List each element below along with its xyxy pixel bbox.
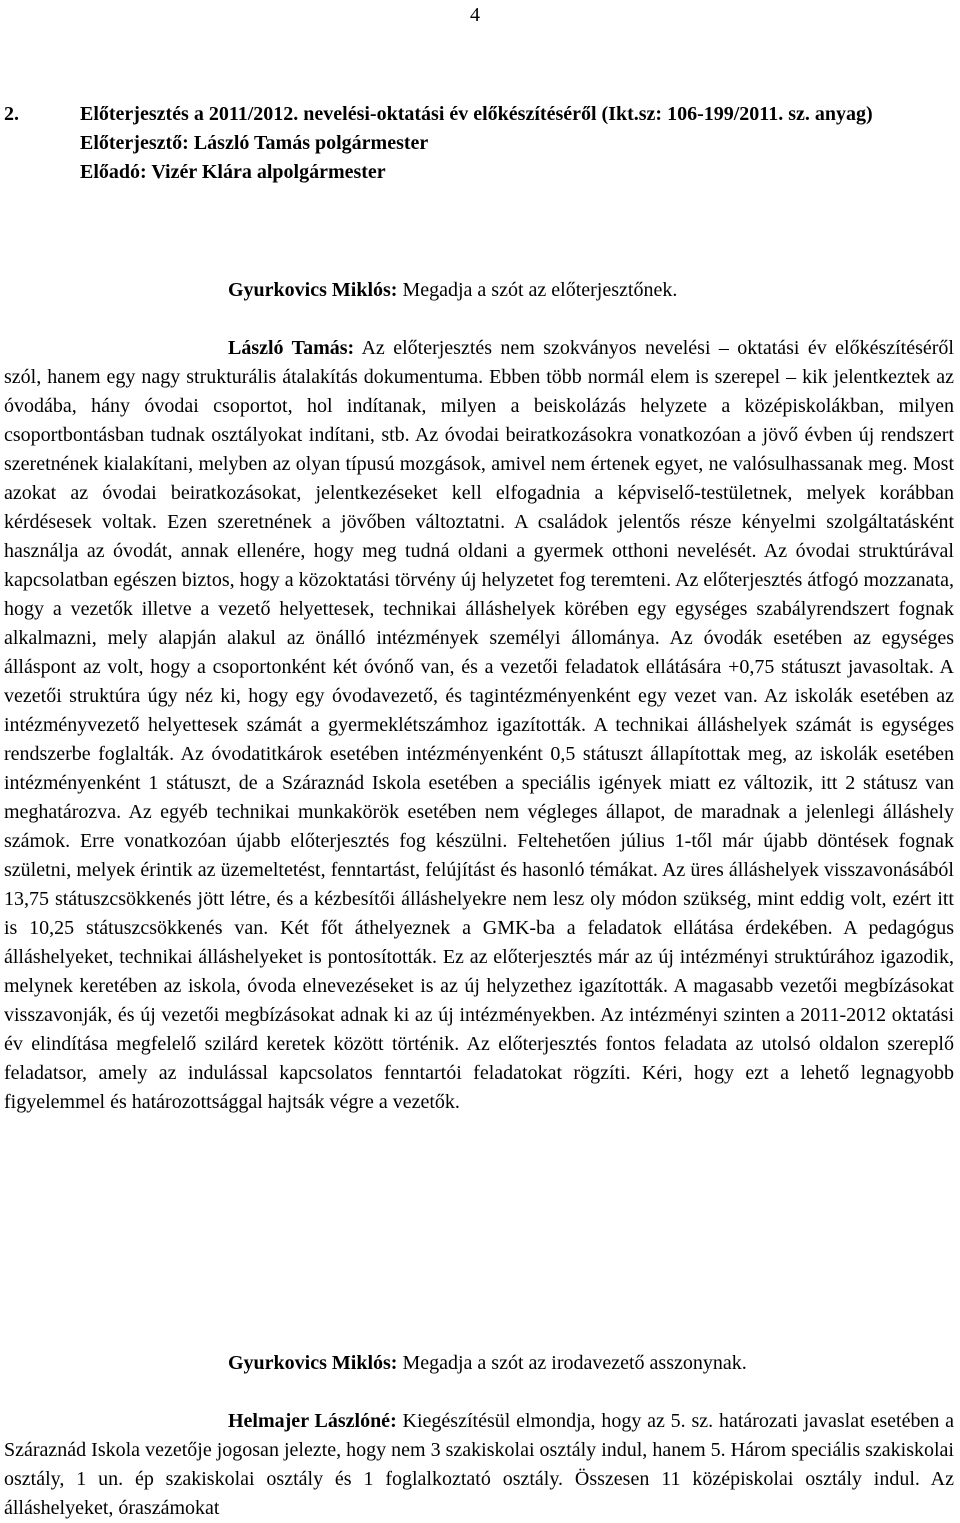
agenda-item-number: 2.	[4, 103, 19, 125]
speech-4	[4, 1407, 954, 1523]
speaker-name: László Tamás:	[228, 337, 355, 359]
speaker-name: Helmajer Lászlóné:	[228, 1410, 397, 1432]
agenda-item-presenter: Előterjesztő: László Tamás polgármester	[80, 132, 429, 154]
speech-text: Az előterjesztés nem szokványos nevelési – oktatási év előkészítéséről szól, hanem egy nagy strukturális átalakítás dokumentuma. Ebben több normál elem is szerepel – kik jelentkeztek az óvodába, hány óvodai csoportot, hol indítanak, milyen a beiskolázás helyzete a középiskolákban, milyen csoportbontásban tudnak osztályokat indítani, stb. Az óvodai beiratkozásokra vonatkozóan a jövő évben új rendszert szeretnének kialakítani, melyben az olyan típusú mozgások, amivel nem értenek egyet, ne valósulhassanak meg. Most azokat az óvodai beiratkozásokat, jelentkezéseket kell elfogadnia a képviselő-testületnek, melyek korábban kérdésesek voltak. Ezen szeretnének a jövőben változtatni. A családok jelentős része kényelmi szolgáltatásként használja az óvodát, annak ellenére, hogy meg tudná oldani a gyermek otthoni nevelését. Az óvodai struktúrával kapcsolatban egészen biztos, hogy a közoktatási törvény új helyzetet fog teremteni. Az előterjesztés átfogó mozzanata, hogy a vezetők illetve a vezető helyettesek, technikai álláshelyek körében egy egységes szabályrendszert fognak alkalmazni, mely alapján alakul az önálló intézmények személyi állománya. Az óvodák esetében az egységes álláspont az volt, hogy a csoportonként két óvónő van, és a vezetői feladatok ellátására +0,75 státuszt javasoltak. A vezetői struktúra úgy néz ki, hogy egy óvodavezető, és tagintézményenként egy vezet van. Az iskolák esetében az intézményvezető helyettesek számát a gyermeklétszámhoz igazították. A technikai álláshelyek számát is egységes rendszerbe foglalták. Az óvodatitkárok esetében intézményenként 0,5 státuszt állapítottak meg, az iskolák esetében intézményenként 1 státuszt, de a Száraznád Iskola esetében a speciális igények miatt ez változik, itt 2 státusz van meghatározva. Az egyéb technikai munkakörök esetében nem végleges állapot, de maradnak a jelenlegi álláshely számok. Erre vonatkozóan újabb előterjesztés fog készülni. Feltehetően július 1-től már újabb döntések fognak születni, melyek érintik az üzemeltetést, fenntartást, felújítást és hasonló témákat. Az üres álláshelyek visszavonásából 13,75 státuszcsökkenés jött létre, és a kézbesítői álláshelyekre nem lesz oly módon szükség, mint eddig volt, ezért itt is 10,25 státuszcsökkenés van. Két főt áthelyeznek a GMK-ba a feladatok ellátása érdekében. A pedagógus álláshelyeket, technikai álláshelyeket is pontosították. Ez az előterjesztés már az új intézményi struktúrához igazodik, melynek keretében az iskola, óvoda elnevezéseket is az új helyzethez igazították. A magasabb vezetői megbízásokat visszavonják, és új vezetői megbízásokat adnak ki az új intézményekben. Az intézményi szinten a 2011-2012 oktatási év elindítása megfelelő szilárd keretek között történik. Az előterjesztés fontos feladata az utolsó oldalon szereplő feladatsor, amely az indulással kapcsolatos fenntartói feladatokat rögzíti. Kéri, hogy ezt a lehető legnagyobb figyelemmel és határozottsággal hajtsák végre a vezetők.	[4, 337, 954, 1113]
speaker-name: Gyurkovics Miklós:	[228, 1352, 398, 1374]
speech-text: Megadja a szót az előterjesztőnek.	[397, 279, 678, 301]
speech-3	[228, 1349, 747, 1378]
agenda-item	[4, 100, 954, 187]
speech-text: Megadja a szót az irodavezető asszonynak.	[397, 1352, 747, 1374]
speech-2	[4, 334, 954, 1117]
page-number: 4	[470, 4, 480, 26]
agenda-item-speaker: Előadó: Vizér Klára alpolgármester	[80, 161, 386, 183]
speech-1	[228, 276, 677, 305]
speech-text: Kiegészítésül elmondja, hogy az 5. sz. határozati javaslat esetében a Száraznád Iskola vezetője jogosan jelezte, hogy nem 3 szakiskolai osztály indul, hanem 5. Három speciális szakiskolai osztály, 1 un. ép szakiskolai osztály és 1 foglalkoztató osztály. Összesen 11 középiskolai osztály indul. Az álláshelyeket, óraszámokat	[4, 1410, 955, 1519]
speaker-name: Gyurkovics Miklós:	[228, 279, 398, 301]
agenda-item-title: Előterjesztés a 2011/2012. nevelési-oktatási év előkészítéséről (Ikt.sz: 106-199/2011. sz. anyag)	[80, 103, 873, 125]
